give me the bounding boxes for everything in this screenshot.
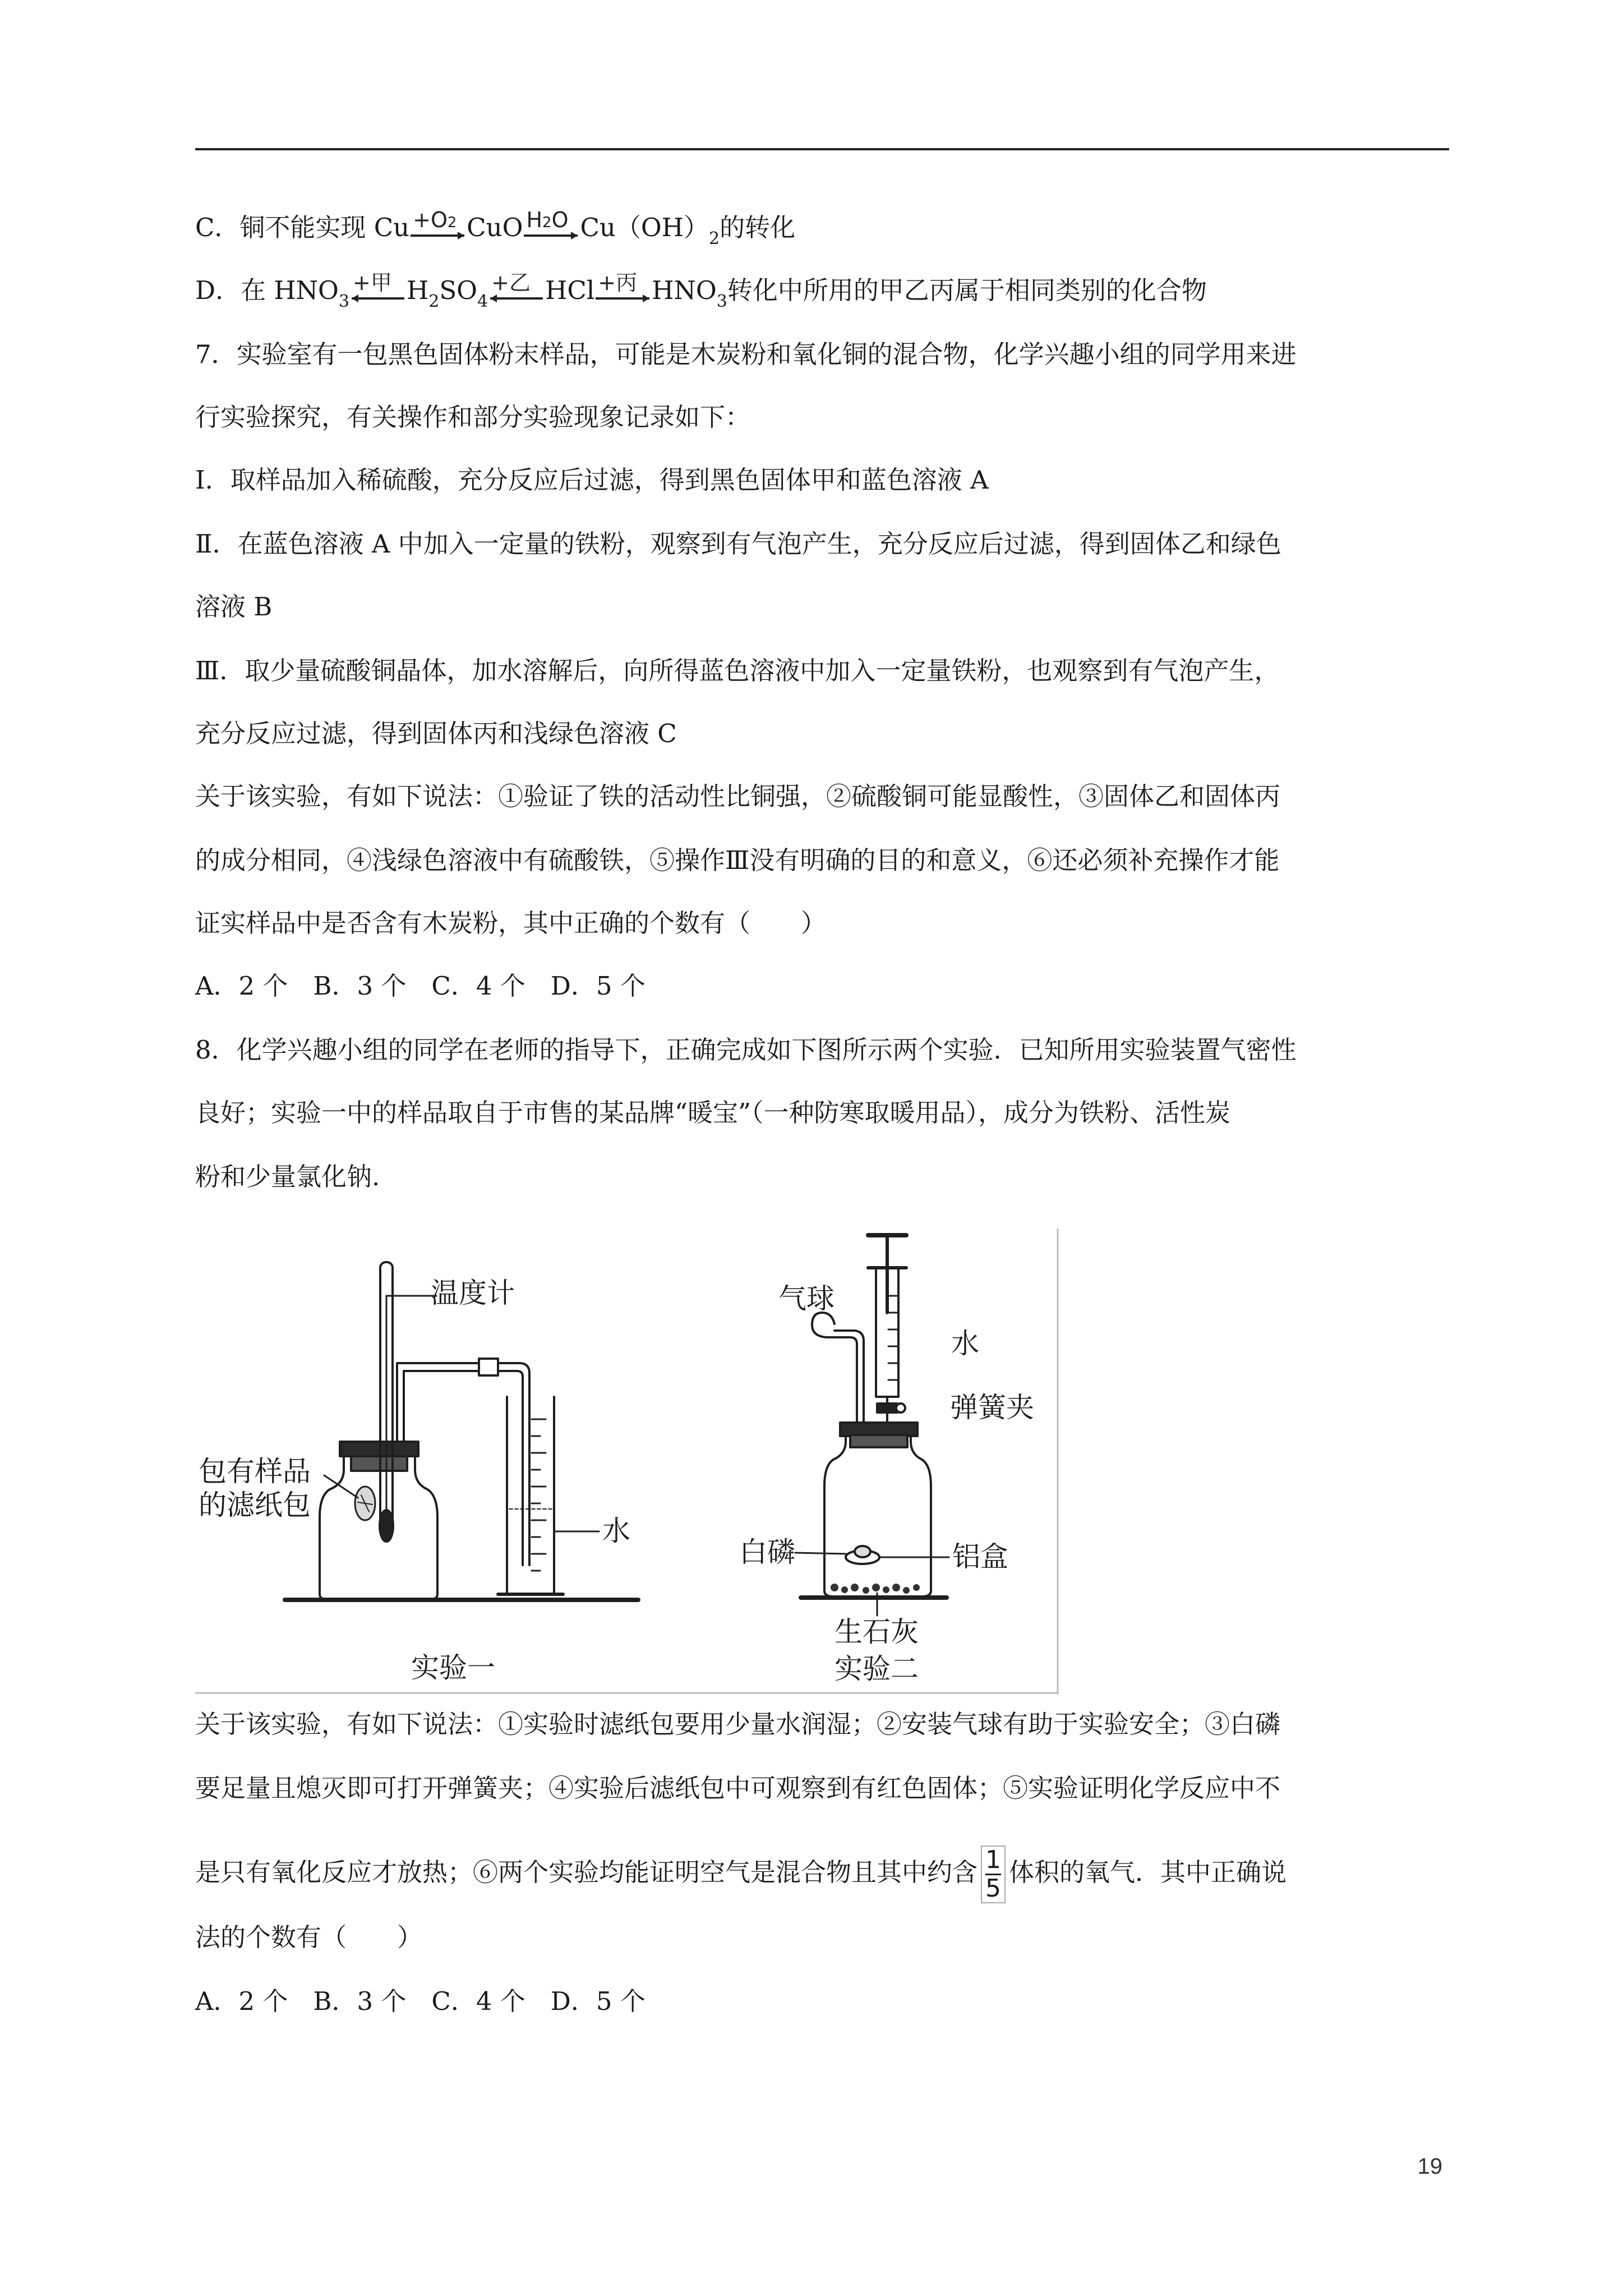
option-c: C．铜不能实现 Cu +O2 CuO H2O $Cu(OH)_2$的转化 <box>195 208 796 249</box>
reaction-arrow: +乙 <box>489 274 544 307</box>
q7-step-3a: Ⅲ．取少量硫酸铜晶体，加水溶解后，向所得蓝色溶液中加入一定量铁粉，也观察到有气泡产生， <box>195 656 1280 685</box>
label-experiment-1: 实验一 <box>411 1651 495 1684</box>
q7-claims-3: 证实样品中是否含有木炭粉，其中正确的个数有（ ） <box>195 908 827 938</box>
reaction-arrow: +甲 <box>351 274 405 307</box>
apparatus-figure <box>195 1228 1059 1694</box>
option-d: D．在 $HNO_3$ +甲 $H_2SO_4$ +乙 HCl +丙 $HNO_3$转化中所用的甲乙丙属于相同类别的化合物 <box>195 270 1207 311</box>
reaction-arrow: +丙 <box>596 274 651 307</box>
q7-choices: A．2 个 B．3 个 C．4 个 D．5 个 <box>195 971 645 1001</box>
q8-stem-2: 良好；实验一中的样品取自于市售的某品牌“暖宝”（一种防寒取暖用品），成分为铁粉、活性炭 <box>195 1098 1231 1128</box>
label-balloon: 气球 <box>778 1282 834 1315</box>
q8-choices: A．2 个 B．3 个 C．4 个 D．5 个 <box>195 1986 645 2016</box>
q7-claims-1: 关于该实验，有如下说法：①验证了铁的活动性比铜强，②硫酸铜可能显酸性，③固体乙和固体丙 <box>195 781 1281 811</box>
page-number: 19 <box>1417 2154 1442 2179</box>
apparatus-drawing <box>195 1228 1059 1694</box>
label-aluminum-box: 铝盒 <box>952 1540 1008 1573</box>
fraction-one-fifth: $\frac{1}{5}$ <box>981 1846 1006 1903</box>
q8-stem-1: 8．化学兴趣小组的同学在老师的指导下，正确完成如下图所示两个实验．已知所用实验装置气密性 <box>195 1035 1297 1065</box>
q7-stem-2: 行实验探究，有关操作和部分实验现象记录如下： <box>195 402 751 432</box>
label-sample-bag-1: 包有样品 <box>199 1455 311 1488</box>
label-sample-bag-2: 的滤纸包 <box>199 1489 311 1521</box>
q7-stem-1: 7．实验室有一包黑色固体粉末样品，可能是木炭粉和氧化铜的混合物，化学兴趣小组的同学用来进 <box>195 339 1297 369</box>
label-white-phosphorus: 白磷 <box>739 1536 795 1568</box>
q8-stem-3: 粉和少量氯化钠. <box>195 1162 380 1191</box>
q8-claims-2: 要足量且熄灭即可打开弹簧夹；④实验后滤纸包中可观察到有红色固体；⑤实验证明化学反应中不 <box>195 1773 1281 1803</box>
label-quicklime: 生石灰 <box>834 1616 919 1648</box>
reaction-arrow: +O2 <box>411 211 465 245</box>
header-rule <box>195 148 1449 150</box>
label-water-2: 水 <box>951 1327 979 1360</box>
q7-step-2a: Ⅱ．在蓝色溶液 A 中加入一定量的铁粉，观察到有气泡产生，充分反应后过滤，得到固体乙和绿色 <box>195 529 1281 559</box>
label-water-1: 水 <box>602 1515 630 1547</box>
label-clamp: 弹簧夹 <box>950 1391 1034 1424</box>
q8-claims-4: 法的个数有（ ） <box>195 1922 423 1952</box>
label-thermometer: 温度计 <box>431 1277 515 1309</box>
q7-step-1: Ⅰ．取样品加入稀硫酸，充分反应后过滤，得到黑色固体甲和蓝色溶液 A <box>195 465 989 495</box>
q7-step-2b: 溶液 B <box>195 592 273 622</box>
label-experiment-2: 实验二 <box>834 1653 919 1685</box>
q7-claims-2: 的成分相同，④浅绿色溶液中有硫酸铁，⑤操作Ⅲ没有明确的目的和意义，⑥还必须补充操作才能 <box>195 845 1280 875</box>
q8-claims-3: 是只有氧化反应才放热；⑥两个实验均能证明空气是混合物且其中约含 $\frac{1}{5}$ 体积的氧气．其中正确说 <box>195 1846 1287 1903</box>
reaction-arrow: H2O <box>524 211 579 245</box>
q7-step-3b: 充分反应过滤，得到固体丙和浅绿色溶液 C <box>195 719 677 748</box>
q8-claims-1: 关于该实验，有如下说法：①实验时滤纸包要用少量水润湿；②安装气球有助于实验安全；③白磷 <box>195 1709 1281 1739</box>
